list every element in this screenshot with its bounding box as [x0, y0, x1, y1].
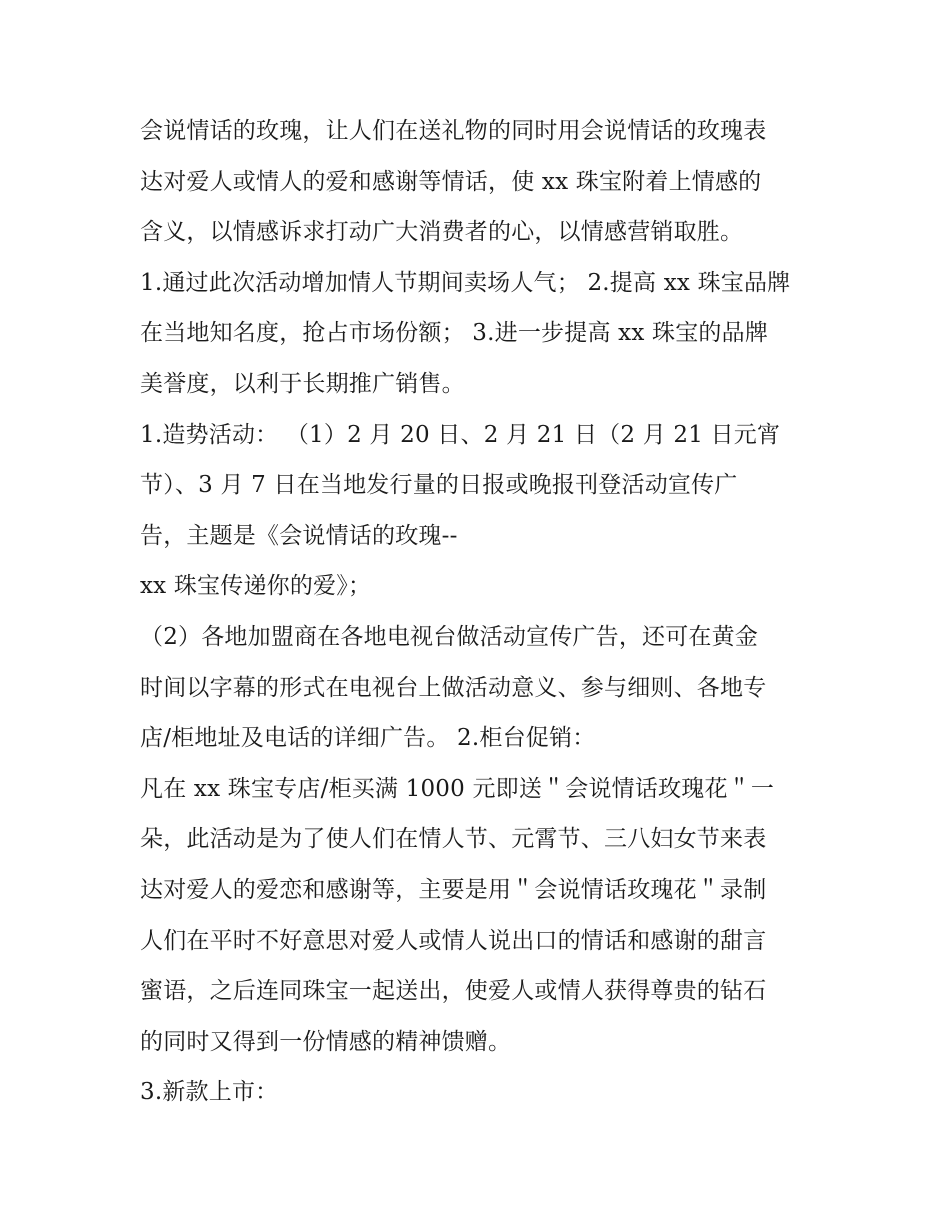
- text-line: 告，主题是《会说情话的玫瑰--: [140, 522, 458, 549]
- text-line: 3.新款上市：: [140, 1079, 279, 1106]
- text-line: 时间以字幕的形式在电视台上做活动意义、参与细则、各地专: [140, 674, 767, 701]
- text-line: 凡在 xx 珠宝专店/柜买满 1000 元即送＂会说情话玫瑰花＂一: [140, 775, 775, 802]
- text-line: 会说情话的玫瑰，让人们在送礼物的同时用会说情话的玫瑰表: [140, 118, 767, 144]
- text-line: 蜜语，之后连同珠宝一起送出，使爱人或情人获得尊贵的钻石: [140, 978, 767, 1005]
- document-body: [140, 106, 820, 1118]
- text-line: 含义，以情感诉求打动广大消费者的心，以情感营销取胜。: [140, 219, 744, 246]
- text-line: 1.通过此次活动增加情人节期间卖场人气； 2.提高 xx 珠宝品牌: [140, 269, 791, 296]
- text-line: 的同时又得到一份情感的精神馈赠。: [140, 1028, 512, 1055]
- text-line: 节）、3 月 7 日在当地发行量的日报或晚报刊登活动宣传广: [140, 472, 738, 499]
- text-line: 朵，此活动是为了使人们在情人节、元霄节、三八妇女节来表: [140, 826, 767, 853]
- text-line: 1.造势活动： （1）2 月 20 日、2 月 21 日（2 月 21 日元宵: [140, 421, 781, 448]
- text-line: 店/柜地址及电话的详细广告。 2.柜台促销：: [140, 725, 596, 752]
- text-line: 美誉度，以利于长期推广销售。: [140, 370, 465, 397]
- text-line: 人们在平时不好意思对爱人或情人说出口的情话和感谢的甜言: [140, 927, 767, 954]
- text-line: 在当地知名度，抢占市场份额； 3.进一步提高 xx 珠宝的品牌: [140, 320, 769, 347]
- text-line: 达对爱人或情人的爱和感谢等情话，使 xx 珠宝附着上情感的: [140, 168, 762, 195]
- text-line: （2）各地加盟商在各地电视台做活动宣传广告，还可在黄金: [140, 623, 759, 650]
- text-line: 达对爱人的爱恋和感谢等，主要是用＂会说情话玫瑰花＂录制: [140, 876, 767, 903]
- text-line: xx 珠宝传递你的爱》；: [140, 573, 372, 600]
